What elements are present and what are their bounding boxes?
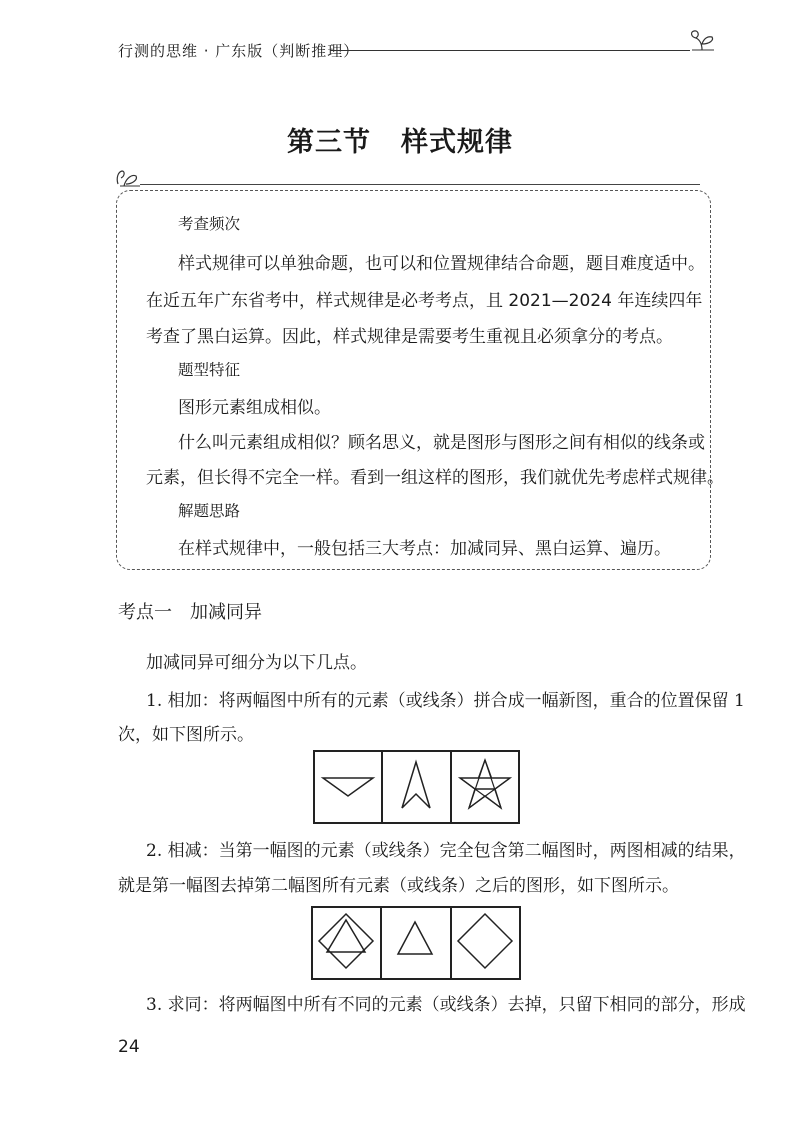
point-item: 就是第一幅图去掉第二幅图所有元素（或线条）之后的图形，如下图所示。 bbox=[118, 876, 679, 896]
box-paragraph: 图形元素组成相似。 bbox=[178, 398, 331, 418]
box-heading-frequency: 考查频次 bbox=[178, 215, 241, 233]
box-paragraph: 在样式规律中，一般包括三大考点：加减同异、黑白运算、遍历。 bbox=[178, 539, 671, 559]
figure-subtraction bbox=[311, 906, 521, 980]
box-paragraph: 什么叫元素组成相似？顾名思义，就是图形与图形之间有相似的线条或 bbox=[178, 433, 705, 453]
box-paragraph: 样式规律可以单独命题，也可以和位置规律结合命题，题目难度适中。 bbox=[178, 254, 705, 274]
point-title: 考点一 加减同异 bbox=[118, 602, 262, 623]
diamond-with-triangle-shape bbox=[313, 908, 379, 974]
box-paragraph: 考查了黑白运算。因此，样式规律是需要考生重视且必须拿分的考点。 bbox=[146, 327, 673, 347]
box-paragraph: 元素，但长得不完全一样。看到一组这样的图形，我们就优先考虑样式规律。 bbox=[146, 468, 724, 488]
box-top-rule bbox=[140, 184, 700, 185]
figure-addition bbox=[313, 750, 520, 824]
figure-cell bbox=[313, 908, 380, 978]
header-rule bbox=[330, 50, 690, 51]
figure-cell bbox=[315, 752, 381, 822]
point-item: 1. 相加：将两幅图中所有的元素（或线条）拼合成一幅新图，重合的位置保留 1 bbox=[146, 691, 745, 711]
box-heading-approach: 解题思路 bbox=[178, 502, 241, 520]
section-number: 第三节 bbox=[287, 127, 371, 158]
point-item: 次，如下图所示。 bbox=[118, 725, 254, 745]
arrowhead-shape bbox=[383, 752, 449, 818]
diamond-shape bbox=[452, 908, 518, 974]
figure-cell bbox=[450, 908, 519, 978]
running-header: 行测的思维 · 广东版（判断推理） bbox=[118, 42, 360, 60]
figure-cell bbox=[381, 752, 449, 822]
point-item: 2. 相减：当第一幅图的元素（或线条）完全包含第二幅图时，两图相减的结果， bbox=[146, 841, 746, 861]
triangle-shape bbox=[315, 752, 381, 818]
point-intro: 加减同异可细分为以下几点。 bbox=[146, 653, 367, 673]
triangle-shape bbox=[382, 908, 448, 974]
sprout-icon bbox=[112, 166, 142, 192]
section-title bbox=[0, 120, 800, 159]
box-paragraph: 在近五年广东省考中，样式规律是必考考点，且 2021—2024 年连续四年 bbox=[146, 291, 703, 311]
point-item: 3. 求同：将两幅图中所有不同的元素（或线条）去掉，只留下相同的部分，形成 bbox=[146, 995, 746, 1015]
section-name: 样式规律 bbox=[401, 127, 513, 158]
star-shape bbox=[452, 752, 518, 818]
figure-cell bbox=[450, 752, 518, 822]
box-heading-features: 题型特征 bbox=[178, 361, 241, 379]
page-number: 24 bbox=[118, 1037, 140, 1057]
figure-cell bbox=[380, 908, 449, 978]
sprout-icon bbox=[688, 28, 718, 54]
